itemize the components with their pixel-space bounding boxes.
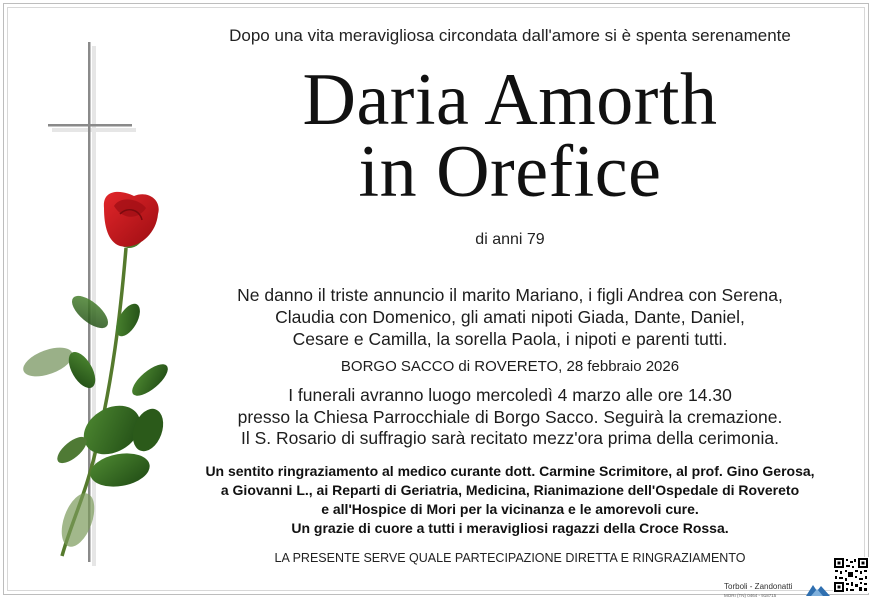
announcement-line: Claudia con Domenico, gli amati nipoti Giada, Dante, Daniel, (275, 307, 745, 327)
funeral-line: Il S. Rosario di suffragio sarà recitato mezz'ora prima della cerimonia. (241, 428, 779, 448)
age-text: di anni 79 (475, 231, 545, 248)
footer-text: LA PRESENTE SERVE QUALE PARTECIPAZIONE DIRETTA E RINGRAZIAMENTO (274, 551, 746, 565)
thanks-line: e all'Hospice di Mori per la vicinanza e le amorevoli cure. (321, 501, 699, 517)
name-line: in Orefice (358, 131, 662, 213)
brand-name: Torboli - Zandonatti (724, 582, 793, 591)
announcement-line: Ne danno il triste annuncio il marito Mariano, i figli Andrea con Serena, (237, 285, 783, 305)
funeral-home-brand (724, 582, 804, 600)
announcement-line: Cesare e Camilla, la sorella Paola, i nipoti e parenti tutti. (292, 329, 728, 349)
funeral-info (150, 385, 870, 450)
qr-code-icon[interactable] (833, 557, 869, 593)
intro-text: Dopo una vita meravigliosa circondata dall'amore si è spenta serenamente (229, 26, 791, 45)
funeral-line: presso la Chiesa Parrocchiale di Borgo Sacco. Seguirà la cremazione. (237, 406, 783, 427)
funeral-line: I funerali avranno luogo mercoledì 4 marzo alle ore 14.30 (288, 385, 732, 405)
name-line: Daria Amorth (302, 59, 718, 141)
thanks-section (150, 462, 870, 538)
deceased-name (150, 59, 870, 213)
thanks-line: Un grazie di cuore a tutti i meravigliosi ragazzi della Croce Rossa. (291, 520, 729, 536)
thanks-line: Un sentito ringraziamento al medico curante dott. Carmine Scrimitore, al prof. Gino Gerosa, (205, 463, 815, 479)
thanks-line: a Giovanni L., ai Reparti di Geriatria, Medicina, Rianimazione dell'Ospedale di Rovereto (220, 482, 800, 498)
brand-logo-icon (805, 583, 831, 597)
brand-sub: MORI (TN) 0464 - 918715 (724, 593, 777, 598)
announcement (150, 284, 870, 350)
place-date: BORGO SACCO di ROVERETO, 28 febbraio 2026 (340, 358, 680, 375)
